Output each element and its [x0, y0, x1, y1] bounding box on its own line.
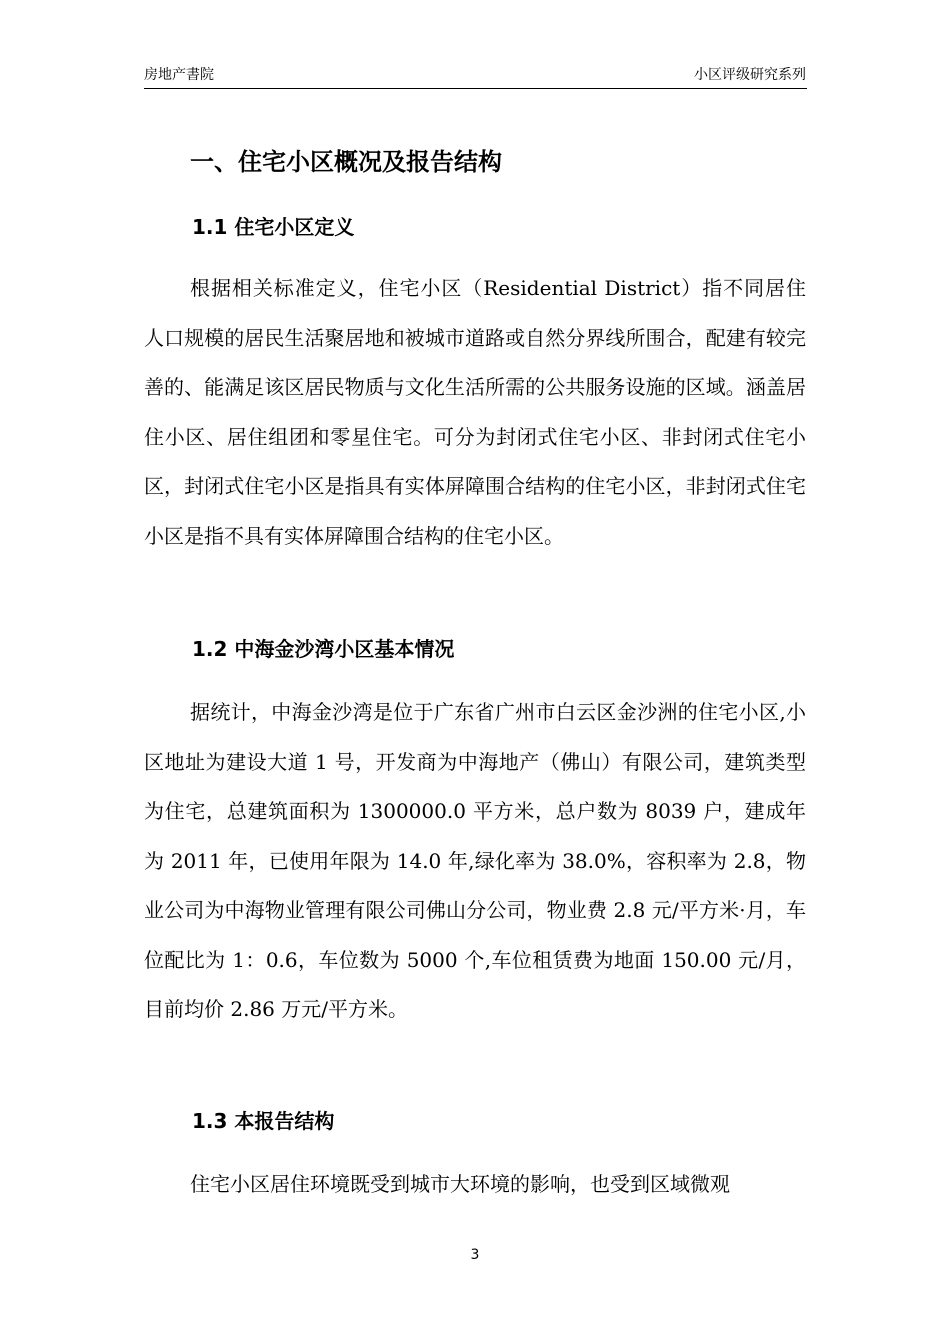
paragraph-definition: 根据相关标准定义，住宅小区（Residential District）指不同居住人口规模的居民生活聚居地和被城市道路或自然分界线所围合，配建有较完善的、能满足该区居民物质与文化生活所需的公共服务设施的区域。涵盖居住小区、居住组团和零星住宅。可分为封闭式住宅小区、非封闭式住宅小区，封闭式住宅小区是指具有实体屏障围合结构的住宅小区，非封闭式住宅小区是指不具有实体屏障围合结构的住宅小区。: [144, 276, 806, 548]
paragraph-basic-info: 据统计，中海金沙湾是位于广东省广州市白云区金沙洲的住宅小区,小区地址为建设大道 1 号，开发商为中海地产（佛山）有限公司，建筑类型为住宅，总建筑面积为 1300000.0 平方米，总户数为 8039 户，建成年为 2011 年，已使用年限为 14.0 年,绿化率为 38.0%，容积率为 2.8，物业公司为中海物业管理有限公司佛山分公司，物业费 2.8 元/平方米·月，车位配比为 1：0.6，车位数为 5000 个,车位租赁费为地面 150.00 元/月，目前均价 2.86 万元/平方米。: [144, 700, 806, 1021]
subsection-title-1-2: 1.2 中海金沙湾小区基本情况: [192, 637, 455, 661]
header-divider: [144, 88, 807, 89]
section-title: 一、住宅小区概况及报告结构: [190, 148, 502, 176]
page-number: 3: [470, 1247, 480, 1263]
paragraph-report-structure: 住宅小区居住环境既受到城市大环境的影响，也受到区域微观: [190, 1172, 730, 1196]
header-right-text: 小区评级研究系列: [694, 67, 806, 83]
header-left-text: 房地产書院: [144, 67, 214, 83]
subsection-title-1-3: 1.3 本报告结构: [192, 1109, 335, 1133]
subsection-title-1-1: 1.1 住宅小区定义: [192, 215, 355, 239]
